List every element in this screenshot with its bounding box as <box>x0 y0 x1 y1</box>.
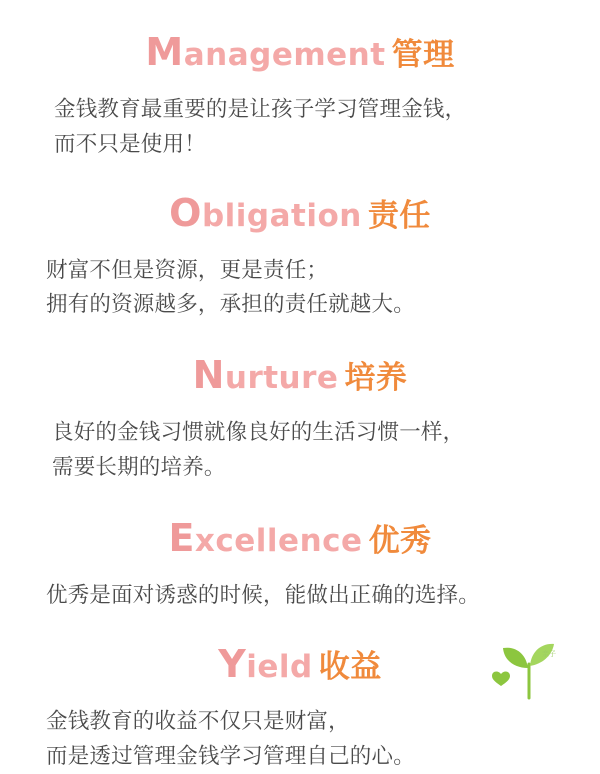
section-word: bligation <box>201 197 362 234</box>
section-heading <box>34 24 566 81</box>
section-nurture <box>34 347 566 486</box>
section-initial-letter: N <box>192 353 225 398</box>
section-initial-letter: M <box>145 30 184 74</box>
section-chinese-title: 责任 <box>367 197 431 234</box>
section-chinese-title: 收益 <box>318 648 382 685</box>
body-line: 而不只是使用！ <box>54 131 206 157</box>
body-line: 拥有的资源越多，承担的责任就越大。 <box>46 292 415 318</box>
section-word: ield <box>246 648 313 685</box>
body-line: 良好的金钱习惯就像良好的生活习惯一样， <box>52 420 465 446</box>
body-line: 金钱教育的收益不仅只是财富， <box>46 708 350 734</box>
body-line: 财富不但是资源，更是责任； <box>46 257 329 283</box>
section-body <box>34 93 566 163</box>
svg-text:亲子: 亲子 <box>542 650 556 658</box>
section-word: urture <box>224 360 339 397</box>
section-body <box>34 705 566 774</box>
section-management <box>34 24 566 163</box>
section-excellence <box>34 510 566 614</box>
section-heading <box>34 636 566 693</box>
section-body <box>34 579 566 614</box>
section-heading <box>34 185 566 242</box>
section-word: anagement <box>183 37 386 73</box>
section-chinese-title: 管理 <box>391 37 455 73</box>
section-body <box>34 254 566 324</box>
section-body <box>34 416 566 486</box>
section-heading <box>34 347 566 404</box>
section-heading <box>34 510 566 567</box>
body-line: 金钱教育最重要的是让孩子学习管理金钱， <box>54 97 467 122</box>
section-word: xcellence <box>194 522 363 559</box>
section-initial-letter: E <box>168 515 195 560</box>
section-initial-letter: Y <box>218 641 247 686</box>
section-chinese-title: 优秀 <box>368 522 432 559</box>
body-line: 需要长期的培养。 <box>52 455 226 481</box>
section-obligation <box>34 185 566 324</box>
body-line: 优秀是面对诱惑的时候，能做出正确的选择。 <box>46 582 481 608</box>
section-initial-letter: O <box>169 190 202 235</box>
sprout-logo-icon <box>492 634 566 700</box>
section-yield <box>34 636 566 774</box>
body-line: 而是透过管理金钱学习管理自己的心。 <box>46 743 415 769</box>
section-chinese-title: 培养 <box>344 360 408 397</box>
